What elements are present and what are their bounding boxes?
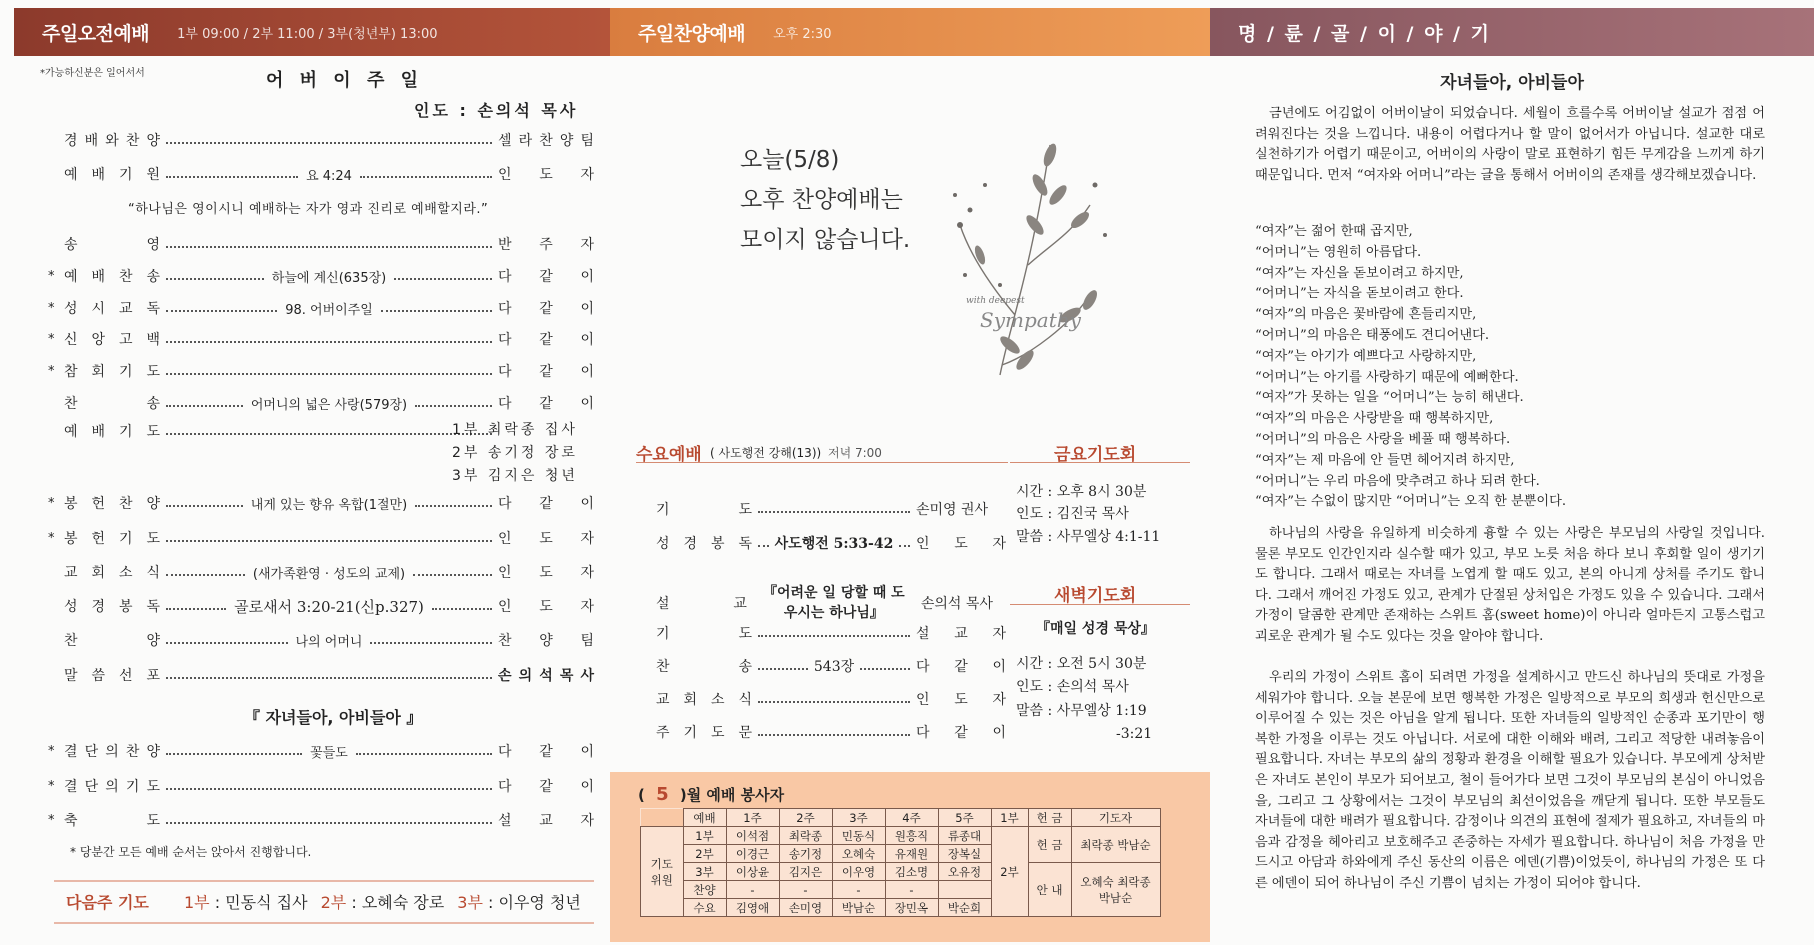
- order-person: 인 도 자: [498, 565, 594, 581]
- wed-leader: [753, 583, 915, 623]
- morning-service-times: 1부 09:00 / 2부 11:00 / 3부(청년부) 13:00: [177, 26, 438, 42]
- poem-line: “여자”는 수없이 많지만 “어머니”는 오직 한 분뿐이다.: [1255, 494, 1567, 510]
- order-leader: [166, 671, 492, 679]
- order-leader: [166, 394, 492, 413]
- vol-cell: 유재원: [885, 845, 938, 863]
- vol-header-cell: 4주: [885, 809, 938, 827]
- vol-header-cell: 1주: [726, 809, 779, 827]
- order-person: 다 같 이: [498, 269, 594, 285]
- vol-cell: 박순희: [938, 899, 991, 917]
- order-label: 교 회 소 식: [64, 565, 160, 581]
- order-label: 봉 헌 찬 양: [64, 496, 160, 512]
- order-row: [48, 128, 594, 152]
- wed-person-wrap: 인 도 자: [916, 692, 1006, 708]
- order-leader: [166, 136, 492, 144]
- order-label: 찬 양: [64, 633, 160, 649]
- volunteer-title: [638, 784, 784, 805]
- order-row: [48, 526, 594, 550]
- wednesday-order-row: [656, 719, 1006, 745]
- vol-cell: 오혜숙: [832, 845, 885, 863]
- story-title: 자녀들아, 아비들아: [1440, 73, 1584, 93]
- order-leader: [166, 335, 492, 343]
- next-week-name2: : 오혜숙 장로: [351, 893, 445, 912]
- order-detail: 나의 어머니: [295, 634, 363, 650]
- order-label: 예 배 기 원: [64, 167, 160, 183]
- vol-cell: -: [832, 881, 885, 899]
- order-leader: [166, 742, 492, 761]
- order-label: 축 도: [64, 813, 160, 829]
- stand-marker: *: [48, 530, 55, 546]
- story-paragraph-2: 하나님의 사랑을 유일하게 비슷하게 흉할 수 있는 사랑은 부모님의 사랑일 것입니다. 물론 부모도 인간인지라 실수할 때가 있고, 부모 노릇 처음 하다 보니 후회할 일이 생기기도 합니다. 그래서 때로는 자녀를 노엽게 할 때도 있고, 본의 아니게 상처를 주기도 합니다. 그래서 깨어진 가정도 있고, 관계가 단절된 상처입은 가정도 있을 수 있습니다. 그래서 가정이 달콤한 관계만 존재하는 스위트 홈(sweet home)이 아니라 얼마든지 고통스럽고 괴로운 관계가 될 수도 있다는 것을 알아야 합니다.: [1255, 526, 1765, 644]
- wednesday-rule: [636, 462, 1008, 463]
- order-label: 송 영: [64, 237, 160, 253]
- poem-line: “어머니”의 마음은 사랑을 베풀 때 행복하다.: [1255, 431, 1511, 447]
- poem-line: “여자”의 마음은 꽃바람에 흔들리지만,: [1255, 307, 1477, 323]
- wed-person-wrap: 설 교 자: [916, 626, 1006, 642]
- poem-line: “어머니”의 마음은 태풍에도 견디어낸다.: [1255, 327, 1490, 343]
- order-leader: [166, 367, 492, 375]
- poem-line: “어머니”는 우리 마음에 맞추려고 하나 되려 한다.: [1255, 473, 1540, 489]
- order-leader: [166, 494, 492, 513]
- vol-cell: 김소명: [885, 863, 938, 881]
- order-leader: [166, 240, 492, 248]
- vol-svc: 수요: [683, 899, 726, 917]
- stand-marker: *: [48, 812, 55, 828]
- order-leader: [166, 782, 492, 790]
- vol-cell: [938, 881, 991, 899]
- vol-part2: 2부: [991, 827, 1028, 917]
- order-detail: 꽃들도: [310, 745, 348, 761]
- wed-person-wrap: 다 같 이: [916, 659, 1006, 675]
- friday-title: 금요기도회: [1054, 445, 1137, 465]
- prayer-leader-1: 1부 최락종 집사: [452, 422, 578, 438]
- wed-person-wrap: [921, 593, 1006, 613]
- next-week-name1: : 민동식 집사: [214, 893, 308, 912]
- poem-line: “여자”는 아기가 예쁘다고 사랑하지만,: [1255, 348, 1477, 364]
- vol-cell: 손미영: [779, 899, 832, 917]
- order-label: 성 경 봉 독: [64, 599, 160, 615]
- friday-line-1: 시간 : 오후 8시 30분: [1016, 484, 1147, 500]
- vol-svc: 3부: [683, 863, 726, 881]
- order-person: 손 의 석 목 사: [498, 668, 594, 684]
- order-person: 다 같 이: [498, 779, 594, 795]
- dawn-subtitle: 『매일 성경 묵상』: [1036, 621, 1155, 637]
- wed-person-wrap: 다 같 이: [916, 725, 1006, 741]
- order-detail: 98. 어버이주일: [285, 302, 373, 318]
- vol-corner: [641, 809, 684, 827]
- vol-header-cell: 5주: [938, 809, 991, 827]
- dawn-rule: [1010, 604, 1190, 605]
- story-header: [1210, 8, 1814, 56]
- footnote: * 당분간 모든 예배 순서는 앉아서 진행합니다.: [70, 845, 312, 859]
- vol-cell: -: [885, 881, 938, 899]
- wednesday-order-row: [656, 653, 1006, 679]
- wed-label: 주 기 도 문: [656, 725, 752, 741]
- order-label: 예 배 찬 송: [64, 269, 160, 285]
- notice-line-3: 모이지 않습니다.: [740, 227, 911, 253]
- wed-person: 손미영 권사: [916, 502, 989, 518]
- vol-cell: 김지은: [779, 863, 832, 881]
- vol-cell: 장복실: [938, 845, 991, 863]
- stand-marker: *: [48, 743, 55, 759]
- dawn-title: 새벽기도회: [1054, 586, 1137, 606]
- order-row: [48, 808, 594, 832]
- poem-line: “여자”의 마음은 사랑받을 때 행복하지만,: [1255, 411, 1494, 427]
- poem-line: “여자”는 젊어 한때 곱지만,: [1255, 224, 1413, 239]
- wednesday-title: 수요예배: [636, 445, 702, 465]
- order-row: [48, 359, 594, 383]
- order-person: 다 같 이: [498, 396, 594, 412]
- stand-marker: *: [48, 363, 55, 379]
- vol-cell: 이경근: [726, 845, 779, 863]
- wed-label: 교 회 소 식: [656, 692, 752, 708]
- order-detail: 어머니의 넓은 사랑(579장): [250, 397, 408, 413]
- order-detail: 내게 있는 향유 옥합(1절만): [250, 497, 408, 513]
- order-row: [48, 327, 594, 351]
- order-person: 다 같 이: [498, 496, 594, 512]
- wed-label: 기 도: [656, 502, 752, 518]
- order-row: [48, 663, 594, 687]
- next-week-part3: 3부: [457, 893, 483, 912]
- next-week-part1: 1부: [183, 893, 210, 912]
- dawn-line-4: -3:21: [1116, 726, 1153, 742]
- order-detail: 하늘에 계신(635장): [271, 270, 387, 286]
- story-intro: 금년에도 어김없이 어버이날이 되었습니다. 세월이 흐를수록 어버이날 설교가 점점 어려워진다는 것을 느낍니다. 내용이 어렵다거나 할 말이 없어서가 아닙니다. 설교한 대로 실천하기가 어렵기 때문이고, 어버이의 사랑이 말로 표현하기 힘든 무게감을 느끼게 하기 때문입니다. 먼저 “여자와 어머니”라는 글을 통해서 어버이의 존재를 생각해보겠습니다.: [1255, 106, 1765, 183]
- praise-notice: [740, 140, 910, 260]
- order-row: [48, 739, 594, 763]
- order-leader: [166, 596, 492, 617]
- vol-cell: 이우영: [832, 863, 885, 881]
- vol-cell: -: [779, 881, 832, 899]
- scripture-quote: “하나님은 영이시니 예배하는 자가 영과 진리로 예배할지라.”: [128, 202, 489, 217]
- morning-service-header: [14, 8, 610, 56]
- wed-leader: [758, 656, 910, 676]
- friday-line-2: 인도 : 김진국 목사: [1016, 506, 1129, 522]
- poem-line: “여자”가 못하는 일을 “어머니”는 능히 해낸다.: [1255, 390, 1524, 406]
- order-leader: [166, 299, 492, 318]
- vol-cell: 장민옥: [885, 899, 938, 917]
- stand-marker: *: [48, 495, 55, 511]
- poem-line: “어머니”는 아기를 사랑하기 때문에 예뻐한다.: [1255, 369, 1519, 385]
- next-week-name3: : 이우영 청년: [488, 893, 581, 912]
- wednesday-order-row: [656, 620, 1006, 646]
- order-person: 설 교 자: [498, 813, 594, 829]
- morning-service-title: 주일오전예배: [42, 22, 150, 45]
- poem-line: “어머니”는 영원히 아름답다.: [1255, 244, 1422, 260]
- wed-label: 찬 송: [656, 659, 752, 675]
- wednesday-time: 저녁 7:00: [828, 446, 882, 460]
- order-label: 신 앙 고 백: [64, 332, 160, 348]
- sympathy-text: Sympathy: [980, 308, 1081, 332]
- stand-marker: *: [48, 778, 55, 794]
- vol-guide-label: 안 내: [1028, 863, 1071, 917]
- wed-label: 기 도: [656, 626, 752, 642]
- vol-guide-names: [1071, 863, 1160, 917]
- order-person: 다 같 이: [498, 364, 594, 380]
- sympathy-small-text: with deepest: [966, 296, 1025, 306]
- order-leader: [166, 563, 492, 582]
- vol-header-cell: 2주: [779, 809, 832, 827]
- vol-cell: -: [726, 881, 779, 899]
- order-row: [48, 296, 594, 320]
- wed-person-wrap: 인 도 자: [916, 536, 1006, 552]
- order-person: 반 주 자: [498, 237, 594, 253]
- prayer-leader-3: 3부 김지은 청년: [452, 468, 578, 484]
- order-leader: [166, 165, 492, 184]
- wed-leader: [758, 695, 910, 703]
- order-label: 말 씀 선 포: [64, 668, 160, 684]
- vol-cell: 민동식: [832, 827, 885, 845]
- sympathy-illustration: [940, 125, 1120, 385]
- wednesday-order-row: [656, 530, 1006, 556]
- order-person: 다 같 이: [498, 332, 594, 348]
- order-row: [48, 560, 594, 584]
- praise-service-time: 오후 2:30: [773, 26, 832, 42]
- dawn-line-1: 시간 : 오전 5시 30분: [1016, 656, 1147, 672]
- order-label: 성 시 교 독: [64, 301, 160, 317]
- next-week-prayer: [66, 890, 581, 913]
- wed-leader: [758, 533, 910, 553]
- wednesday-subtitle: ( 사도행전 강해(13)): [710, 446, 822, 460]
- wed-leader: [758, 505, 910, 513]
- order-row: [48, 264, 594, 288]
- order-person: 다 같 이: [498, 744, 594, 760]
- notice-line-2: 오후 찬양예배는: [740, 187, 903, 213]
- vol-cell: 이상윤: [726, 863, 779, 881]
- vol-header-cell: 예배: [683, 809, 726, 827]
- order-row: [48, 774, 594, 798]
- order-person: 인 도 자: [498, 599, 594, 615]
- next-week-label: 다음주 기도: [66, 893, 149, 912]
- vol-svc: 찬양: [683, 881, 726, 899]
- order-leader: [166, 267, 492, 286]
- stand-marker: *: [48, 268, 55, 284]
- volunteer-title-rest: )월 예배 봉사자: [679, 786, 785, 804]
- sermon-title: 『 자녀들아, 아비들아 』: [244, 708, 423, 727]
- order-row: [48, 491, 594, 515]
- order-label: 결 단 의 기 도: [64, 779, 160, 795]
- next-week-part2: 2부: [320, 893, 347, 912]
- order-row: [48, 162, 594, 186]
- friday-line-3: 말씀 : 사무엘상 4:1-11: [1016, 529, 1161, 545]
- order-leader: [166, 816, 492, 824]
- wed-detail: 사도행전 5:33-42: [774, 536, 894, 552]
- wed-person: 손의석 목사: [920, 596, 993, 612]
- wed-leader: [758, 629, 910, 637]
- volunteer-table: [640, 808, 1161, 917]
- order-label: 결 단 의 찬 양: [64, 744, 160, 760]
- order-person: 다 같 이: [498, 301, 594, 317]
- vol-offering-names: 최락종 박남순: [1071, 827, 1160, 863]
- volunteer-title-open: (: [638, 786, 645, 804]
- vol-cell: 이석점: [726, 827, 779, 845]
- vol-group: 기도 위원: [641, 827, 684, 917]
- order-row: [48, 391, 594, 415]
- poem-line: “여자”는 제 마음에 안 들면 헤어지려 하지만,: [1255, 452, 1515, 468]
- stand-marker: *: [48, 300, 55, 316]
- story-poem: [1255, 222, 1566, 513]
- stand-note: *가능하신분은 일어서서: [40, 68, 145, 79]
- notice-line-1: 오늘(5/8): [740, 147, 840, 173]
- vol-cell: 원흥직: [885, 827, 938, 845]
- order-row: [48, 628, 594, 652]
- order-row: [48, 594, 594, 618]
- prayer-leader-2: 2부 송기정 장로: [452, 445, 578, 461]
- vol-svc: 2부: [683, 845, 726, 863]
- order-detail: 골로새서 3:20-21(신p.327): [234, 597, 424, 616]
- wednesday-order-row: [656, 496, 1006, 522]
- story-header-title: 명 / 륜 / 골 / 이 / 야 / 기: [1238, 22, 1491, 45]
- vol-header-cell: 3주: [832, 809, 885, 827]
- dawn-line-3: 말씀 : 사무엘상 1:19: [1016, 703, 1147, 719]
- wed-leader: [758, 728, 910, 736]
- poem-line: “어머니”는 자식을 돋보이려고 한다.: [1255, 286, 1464, 302]
- poem-line: “여자”는 자신을 돋보이려고 하지만,: [1255, 265, 1464, 281]
- order-row: [48, 232, 594, 256]
- vol-guide-name-2: 박남순: [1098, 890, 1133, 905]
- vol-header-cell: 기도자: [1071, 809, 1160, 827]
- praise-service-header: [610, 8, 1210, 56]
- vol-cell: 오유정: [938, 863, 991, 881]
- wed-person-wrap: [916, 499, 1006, 519]
- vol-cell: 류종대: [938, 827, 991, 845]
- vol-guide-name-1: 오혜숙 최락종: [1080, 874, 1151, 889]
- story-paragraph-3: 우리의 가정이 스위트 홈이 되려면 가정을 설계하시고 만드신 하나님의 뜻대로 가정을 세워가야 합니다. 오늘 본문에 보면 행복한 가정은 일방적으로 부모의 희생과 헌신만으로 이루어질 수 있는 것은 아님을 알게 됩니다. 또한 자녀들의 일방적인 순종과 포기만이 행복한 가정을 이루는 것도 아닙니다. 서로에 대한 이해와 배려, 그리고 적당한 내려놓음이 필요합니다. 자녀는 부모의 삶의 정황과 환경을 이해할 필요가 있습니다. 부모에게 상처받은 자녀도 본인이 부모가 되어보고, 철이 들어가다 보면 그것이 부모님의 본심이 아니었음을, 그리고 그 상황에서는 그것이 부모님의 최선이었음을 깨닫게 됩니다. 또한 부모들도 자녀들에 대한 배려가 필요합니다. 감정이나 의견의 표현에 절제가 필요하고, 자녀들의 마음과 감정을 헤아리고 보호해주고 존중하는 자세가 필요합니다. 하나님이 처음 가정을 만드시고 아담과 하와에게 주신 동산의 이름은 에덴(기쁨)이었듯이, 하나님의 가정은 또 다른 에덴이 되어 하나님이 주신 기쁨이 넘치는 가정이 되어야 합니다.: [1255, 670, 1765, 891]
- order-label: 찬 송: [64, 396, 160, 412]
- day-title: 어 버 이 주 일: [266, 70, 424, 91]
- friday-rule: [1010, 462, 1190, 463]
- order-detail: (새가족환영 · 성도의 교제): [252, 566, 406, 582]
- stand-marker: *: [48, 331, 55, 347]
- order-person: 셀 라 찬 양 팀: [498, 133, 594, 149]
- wed-label: 설 교: [656, 596, 747, 612]
- vol-header-cell: 1부: [991, 809, 1028, 827]
- wednesday-order-row: [656, 686, 1006, 712]
- vol-cell: 최락종: [779, 827, 832, 845]
- order-leader: [166, 534, 492, 542]
- wed-detail: 『어려운 일 당할 때 도우시는 하나님』: [762, 585, 905, 621]
- praise-service-title: 주일찬양예배: [638, 22, 746, 45]
- order-person: 찬 양 팀: [498, 633, 594, 649]
- wed-label: 성 경 봉 독: [656, 536, 752, 552]
- order-label: 봉 헌 기 도: [64, 531, 160, 547]
- vol-svc: 1부: [683, 827, 726, 845]
- volunteer-month: 5: [656, 784, 669, 805]
- vol-cell: 박남순: [832, 899, 885, 917]
- wed-detail: 543장: [813, 659, 855, 675]
- order-person: 인 도 자: [498, 531, 594, 547]
- order-leader: [166, 427, 492, 435]
- vol-cell: 김영애: [726, 899, 779, 917]
- vol-cell: 송기정: [779, 845, 832, 863]
- order-label: 참 회 기 도: [64, 364, 160, 380]
- order-leader: [166, 631, 492, 650]
- order-person: 인 도 자: [498, 167, 594, 183]
- vol-offering-label: 헌 금: [1028, 827, 1071, 863]
- dawn-line-2: 인도 : 손의석 목사: [1016, 679, 1129, 695]
- order-label: 경 배 와 찬 양: [64, 133, 160, 149]
- service-leader: 인도 : 손의석 목사: [414, 101, 579, 120]
- order-label: 예 배 기 도: [64, 424, 160, 440]
- vol-header-cell: 헌 금: [1028, 809, 1071, 827]
- order-detail: 요 4:24: [306, 168, 352, 184]
